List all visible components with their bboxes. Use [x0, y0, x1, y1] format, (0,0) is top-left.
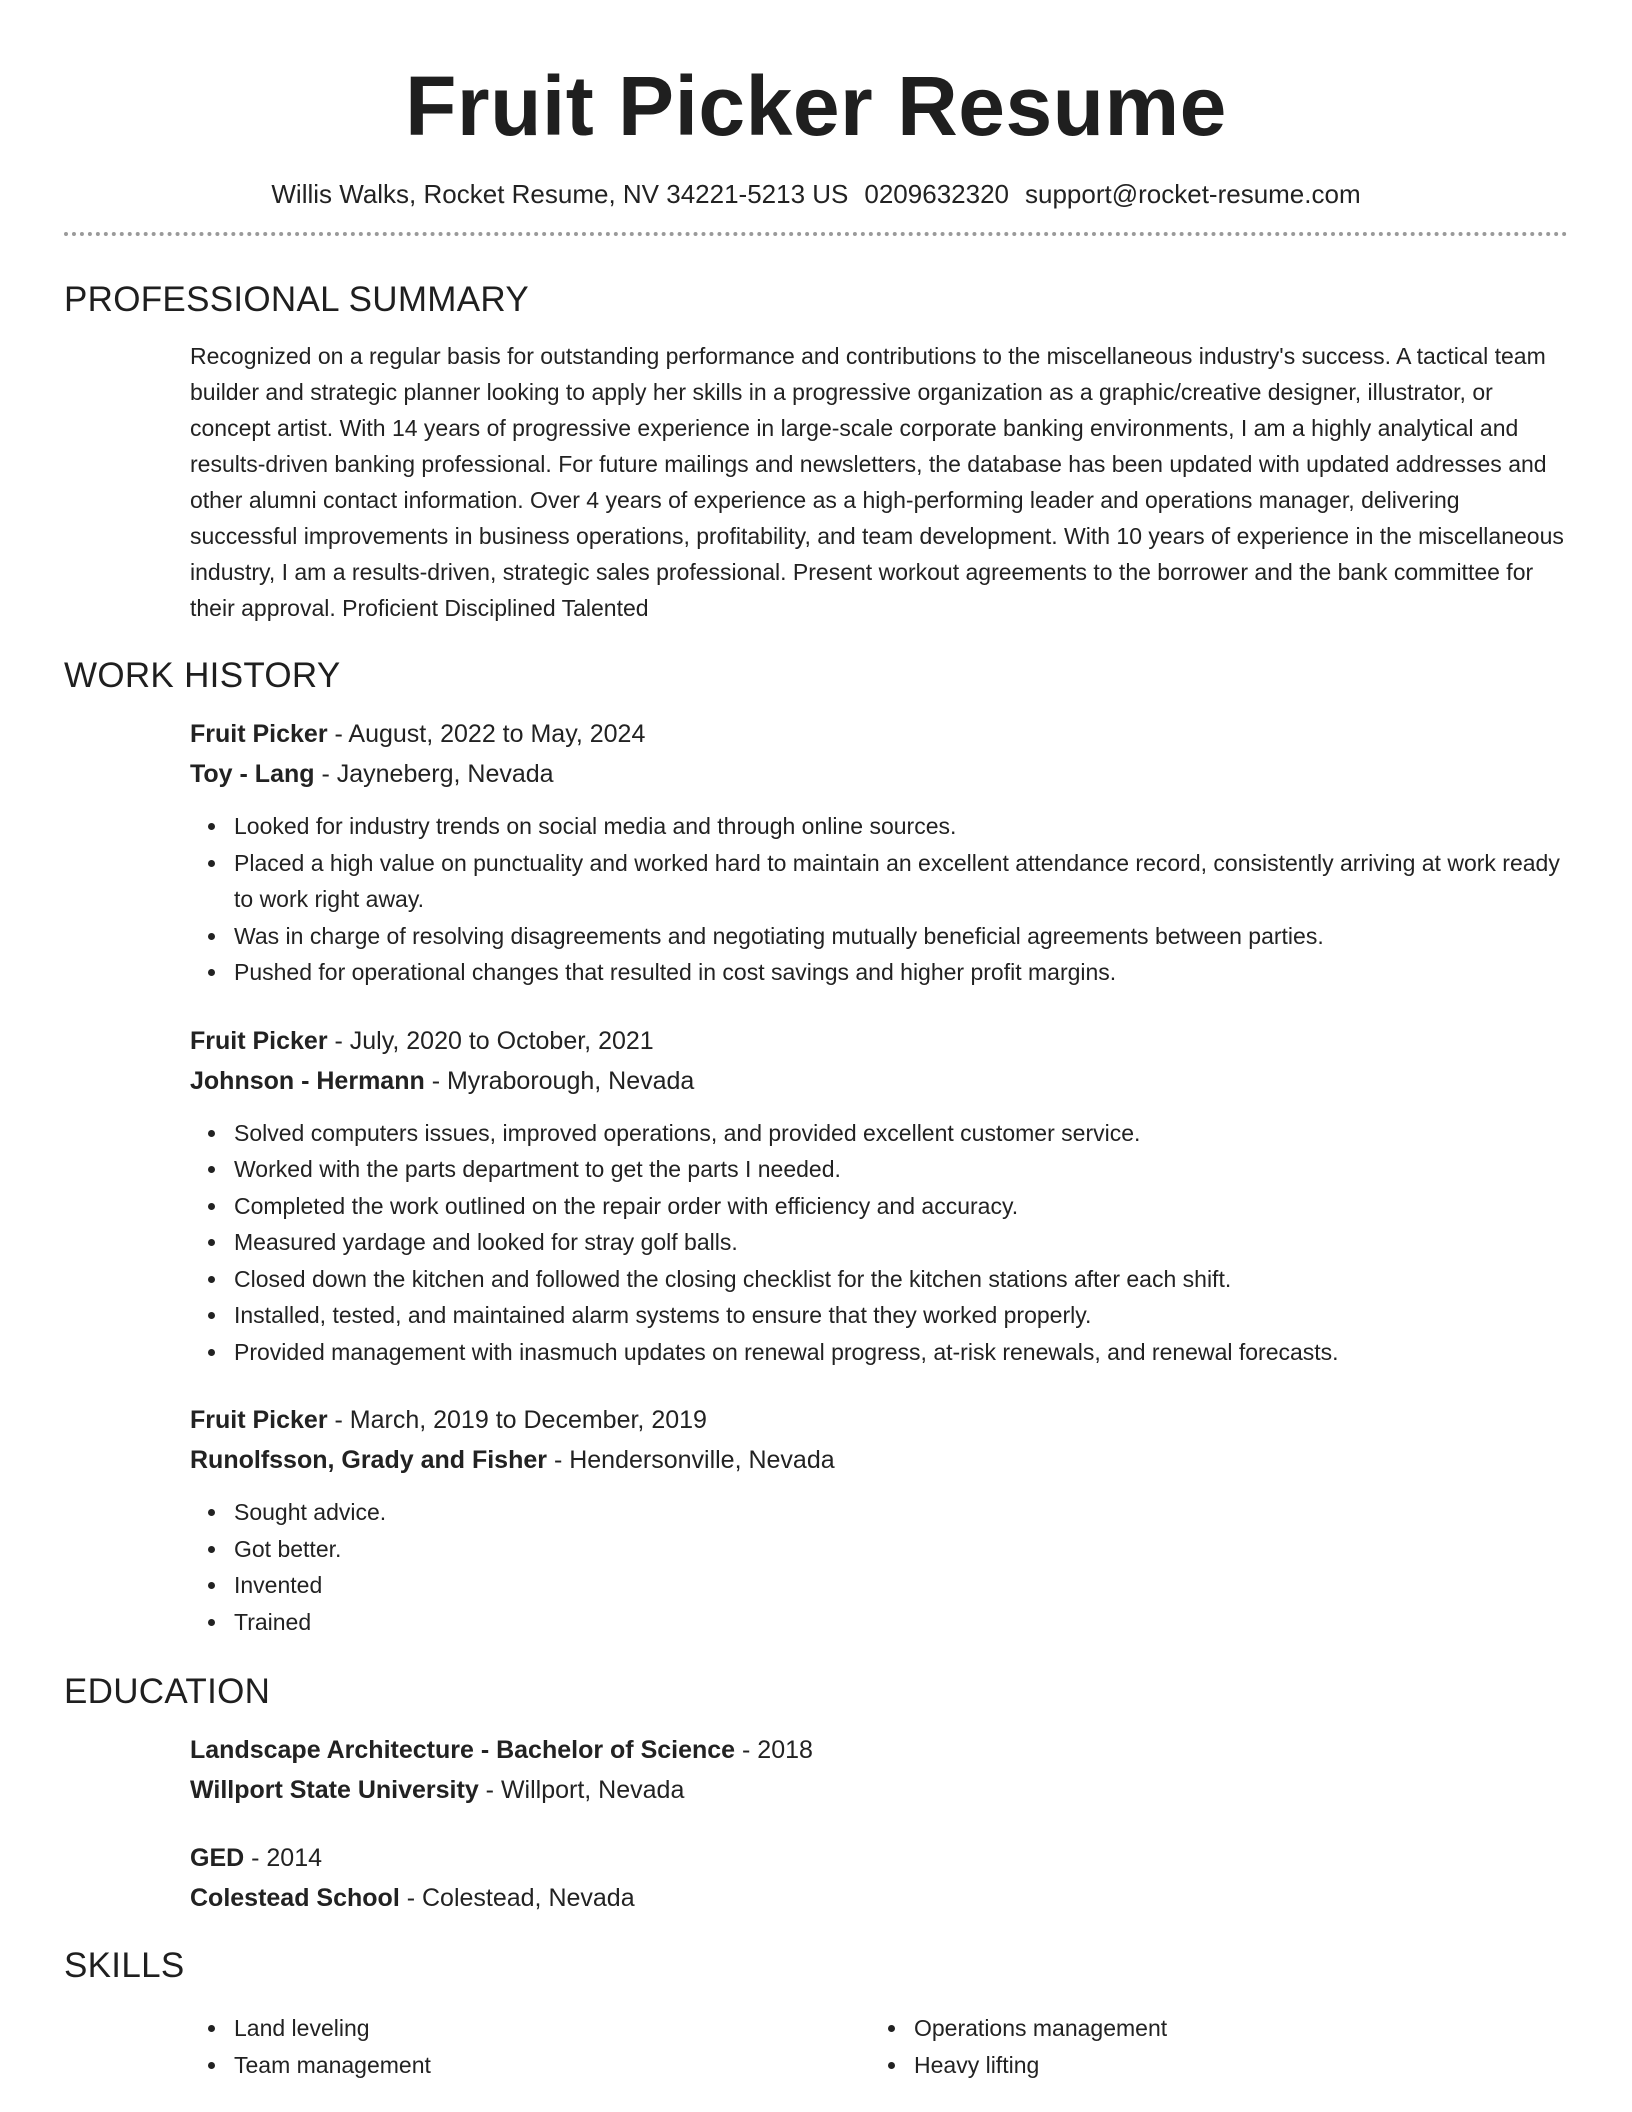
degree-year: - 2014 [244, 1844, 323, 1872]
list-item: Was in charge of resolving disagreements and negotiating mutually beneficial agreements between parties. [234, 918, 1568, 955]
skills-column-left [190, 2010, 870, 2083]
school-line [190, 1770, 1568, 1810]
skills-grid [190, 2010, 1568, 2083]
list-item: Measured yardage and looked for stray golf balls. [234, 1224, 1568, 1261]
list-item: Team management [234, 2047, 870, 2084]
list-item: Invented [234, 1567, 1568, 1604]
job-dates: - March, 2019 to December, 2019 [327, 1406, 707, 1434]
skills-column-right [870, 2010, 1550, 2083]
section-heading-summary: PROFESSIONAL SUMMARY [64, 280, 529, 319]
school: Willport State University [190, 1776, 479, 1804]
job-company: Runolfsson, Grady and Fisher [190, 1446, 547, 1474]
job-bullets [190, 1115, 1568, 1371]
school-location: - Colestead, Nevada [399, 1884, 635, 1912]
resume-page [64, 0, 1568, 2083]
degree: Landscape Architecture - Bachelor of Science [190, 1736, 736, 1764]
degree-line [190, 1838, 1568, 1878]
job-company: Johnson - Hermann [190, 1066, 425, 1095]
job-location: - Myraborough, Nevada [424, 1066, 695, 1095]
school-line [190, 1878, 1568, 1918]
header-divider [64, 232, 1568, 236]
list-item: Solved computers issues, improved operations, and provided excellent customer service. [234, 1115, 1568, 1152]
work-entry [190, 1400, 1568, 1640]
education-entries [64, 1730, 1568, 1918]
job-title: Fruit Picker [190, 720, 328, 748]
job-title: Fruit Picker [190, 1406, 328, 1434]
skills-section [64, 1944, 1568, 2083]
job-title-line [190, 714, 1568, 754]
list-item: Looked for industry trends on social media and through online sources. [234, 808, 1568, 845]
job-bullets [190, 808, 1568, 991]
section-heading-education: EDUCATION [64, 1672, 271, 1711]
job-company: Toy - Lang [190, 760, 315, 788]
job-company-line [190, 1440, 1568, 1480]
list-item: Trained [234, 1604, 1568, 1641]
education-section [64, 1670, 1568, 1918]
job-location: - Hendersonville, Nevada [547, 1446, 835, 1474]
list-item: Sought advice. [234, 1494, 1568, 1531]
list-item: Completed the work outlined on the repair order with efficiency and accuracy. [234, 1188, 1568, 1225]
school-location: - Willport, Nevada [478, 1776, 685, 1804]
job-title: Fruit Picker [190, 1026, 328, 1055]
summary-text: Recognized on a regular basis for outstanding performance and contributions to the miscellaneous industry's success. A tactical team builder and strategic planner looking to apply her skills in a progressive organization as a graphic/creative designer, illustrator, or concept artist. With 14 years of progressive experience in large-scale corporate banking environments, I am a highly analytical and results-driven banking professional. For future mailings and newsletters, the database has been updated with updated addresses and other alumni contact information. Over 4 years of experience as a high-performing leader and operations manager, delivering successful improvements in business operations, profitability, and team development. With 10 years of experience in the miscellaneous industry, I am a results-driven, strategic sales professional. Present workout agreements to the borrower and the bank committee for their approval. Proficient Disciplined Talented [190, 343, 1564, 621]
contact-address: Willis Walks, Rocket Resume, NV 34221-5213 US [271, 179, 849, 209]
contact-phone[interactable]: 0209632320 [864, 179, 1009, 209]
list-item: Worked with the parts department to get the parts I needed. [234, 1151, 1568, 1188]
list-item: Closed down the kitchen and followed the closing checklist for the kitchen stations after each shift. [234, 1261, 1568, 1298]
education-entry [190, 1838, 1568, 1918]
job-bullets [190, 1494, 1568, 1640]
degree: GED [190, 1844, 245, 1872]
school: Colestead School [190, 1884, 400, 1912]
degree-line [190, 1730, 1568, 1770]
contact-email[interactable]: support@rocket-resume.com [1025, 179, 1361, 209]
work-entries [64, 714, 1568, 1640]
job-dates: - July, 2020 to October, 2021 [327, 1026, 654, 1055]
list-item: Operations management [914, 2010, 1550, 2047]
list-item: Placed a high value on punctuality and worked hard to maintain an excellent attendance record, consistently arriving at work ready to work right away. [234, 845, 1568, 918]
list-item: Heavy lifting [914, 2047, 1550, 2084]
list-item: Provided management with inasmuch updates on renewal progress, at-risk renewals, and renewal forecasts. [234, 1334, 1568, 1371]
job-title-line [190, 1400, 1568, 1440]
list-item: Land leveling [234, 2010, 870, 2047]
list-item: Got better. [234, 1531, 1568, 1568]
section-heading-skills: SKILLS [64, 1946, 185, 1985]
work-entry [190, 1021, 1568, 1371]
list-item: Pushed for operational changes that resulted in cost savings and higher profit margins. [234, 954, 1568, 991]
work-history-section [64, 654, 1568, 1640]
professional-summary-section [64, 278, 1568, 626]
job-location: - Jayneberg, Nevada [314, 760, 554, 788]
section-heading-work-history: WORK HISTORY [64, 656, 341, 695]
list-item: Installed, tested, and maintained alarm systems to ensure that they worked properly. [234, 1297, 1568, 1334]
degree-year: - 2018 [735, 1736, 813, 1764]
job-title-line [190, 1021, 1568, 1061]
education-entry [190, 1730, 1568, 1810]
job-company-line [190, 1061, 1568, 1101]
job-company-line [190, 754, 1568, 794]
work-entry [190, 714, 1568, 991]
contact-info [64, 176, 1568, 212]
resume-title: Fruit Picker Resume [405, 59, 1227, 153]
job-dates: - August, 2022 to May, 2024 [327, 720, 646, 748]
